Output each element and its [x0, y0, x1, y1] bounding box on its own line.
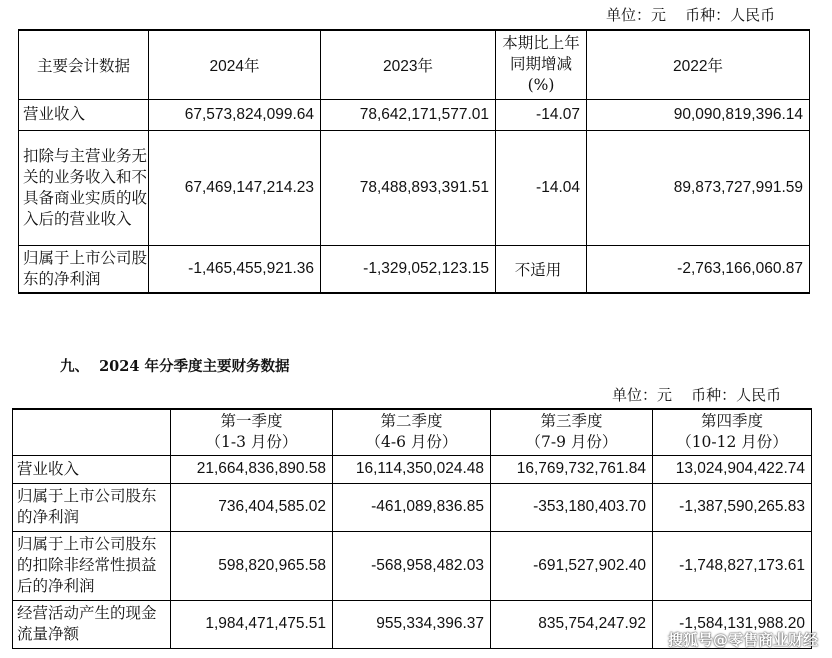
table2-header-row	[13, 409, 812, 455]
col-header-q4	[653, 409, 812, 455]
cell-value: 13,024,904,422.74	[653, 455, 812, 483]
cell-value: -1,584,131,988.20	[653, 600, 812, 648]
col-header-q2	[333, 409, 491, 455]
row-label-revenue: 营业收入	[13, 455, 171, 483]
row-label-net-profit: 归属于上市公司股东的净利润	[13, 483, 171, 531]
col-header-blank	[13, 409, 171, 455]
cell-value: -568,958,482.03	[333, 531, 491, 600]
quarter-name: 第三季度	[540, 412, 603, 431]
cell-value: 67,469,147,214.23	[149, 130, 321, 245]
table-row	[13, 531, 812, 600]
table-row	[19, 130, 810, 245]
cell-change: -14.04	[496, 130, 587, 245]
row-label-net-profit: 归属于上市公司股东的净利润	[19, 245, 149, 293]
table-row	[13, 483, 812, 531]
col-header-change: 本期比上年同期增减(%)	[496, 30, 587, 99]
cell-value: 835,754,247.92	[491, 600, 653, 648]
main-accounting-data-table	[18, 29, 810, 294]
cell-value: -1,387,590,265.83	[653, 483, 812, 531]
quarter-months: （7-9 月份）	[525, 433, 618, 452]
unit-label-bottom: 单位：元 币种：人民币	[612, 386, 782, 404]
col-header-metric: 主要会计数据	[19, 30, 149, 99]
watermark: 搜狐号@零售商业财经	[667, 631, 818, 649]
col-header-2024: 2024年	[149, 30, 321, 99]
cell-value: 1,984,471,475.51	[171, 600, 333, 648]
cell-value: 21,664,836,890.58	[171, 455, 333, 483]
cell-value: 78,488,893,391.51	[321, 130, 496, 245]
quarter-months: （4-6 月份）	[365, 433, 458, 452]
section-heading: 九、 2024 年分季度主要财务数据	[60, 358, 290, 375]
quarter-months: （10-12 月份）	[676, 433, 788, 452]
cell-value: 90,090,819,396.14	[587, 99, 810, 130]
table-row	[19, 99, 810, 130]
unit-label-top: 单位：元 币种：人民币	[606, 6, 776, 24]
cell-value: 67,573,824,099.64	[149, 99, 321, 130]
cell-change: -14.07	[496, 99, 587, 130]
cell-value: 16,114,350,024.48	[333, 455, 491, 483]
quarter-name: 第一季度	[220, 412, 283, 431]
cell-value: 598,820,965.58	[171, 531, 333, 600]
cell-value: -1,329,052,123.15	[321, 245, 496, 293]
cell-value: 736,404,585.02	[171, 483, 333, 531]
quarterly-data-table	[12, 408, 812, 649]
row-label-adjusted-net-profit: 归属于上市公司股东的扣除非经常性损益后的净利润	[13, 531, 171, 600]
table-row	[19, 245, 810, 293]
col-header-q3	[491, 409, 653, 455]
cell-value: -691,527,902.40	[491, 531, 653, 600]
cell-value: -2,763,166,060.87	[587, 245, 810, 293]
cell-value: 955,334,396.37	[333, 600, 491, 648]
col-header-2023: 2023年	[321, 30, 496, 99]
cell-value: -353,180,403.70	[491, 483, 653, 531]
row-label-operating-cash-flow: 经营活动产生的现金流量净额	[13, 600, 171, 648]
cell-value: 16,769,732,761.84	[491, 455, 653, 483]
quarter-name: 第二季度	[380, 412, 443, 431]
cell-value: -461,089,836.85	[333, 483, 491, 531]
col-header-2022: 2022年	[587, 30, 810, 99]
col-header-q1	[171, 409, 333, 455]
cell-change: 不适用	[496, 245, 587, 293]
cell-value: 78,642,171,577.01	[321, 99, 496, 130]
cell-value: -1,748,827,173.61	[653, 531, 812, 600]
cell-value: 89,873,727,991.59	[587, 130, 810, 245]
table-row	[13, 455, 812, 483]
table1-header-row	[19, 30, 810, 99]
cell-value: -1,465,455,921.36	[149, 245, 321, 293]
row-label-revenue: 营业收入	[19, 99, 149, 130]
quarter-months: （1-3 月份）	[205, 433, 298, 452]
quarter-name: 第四季度	[700, 412, 763, 431]
row-label-adjusted-revenue: 扣除与主营业务无关的业务收入和不具备商业实质的收入后的营业收入	[19, 130, 149, 245]
